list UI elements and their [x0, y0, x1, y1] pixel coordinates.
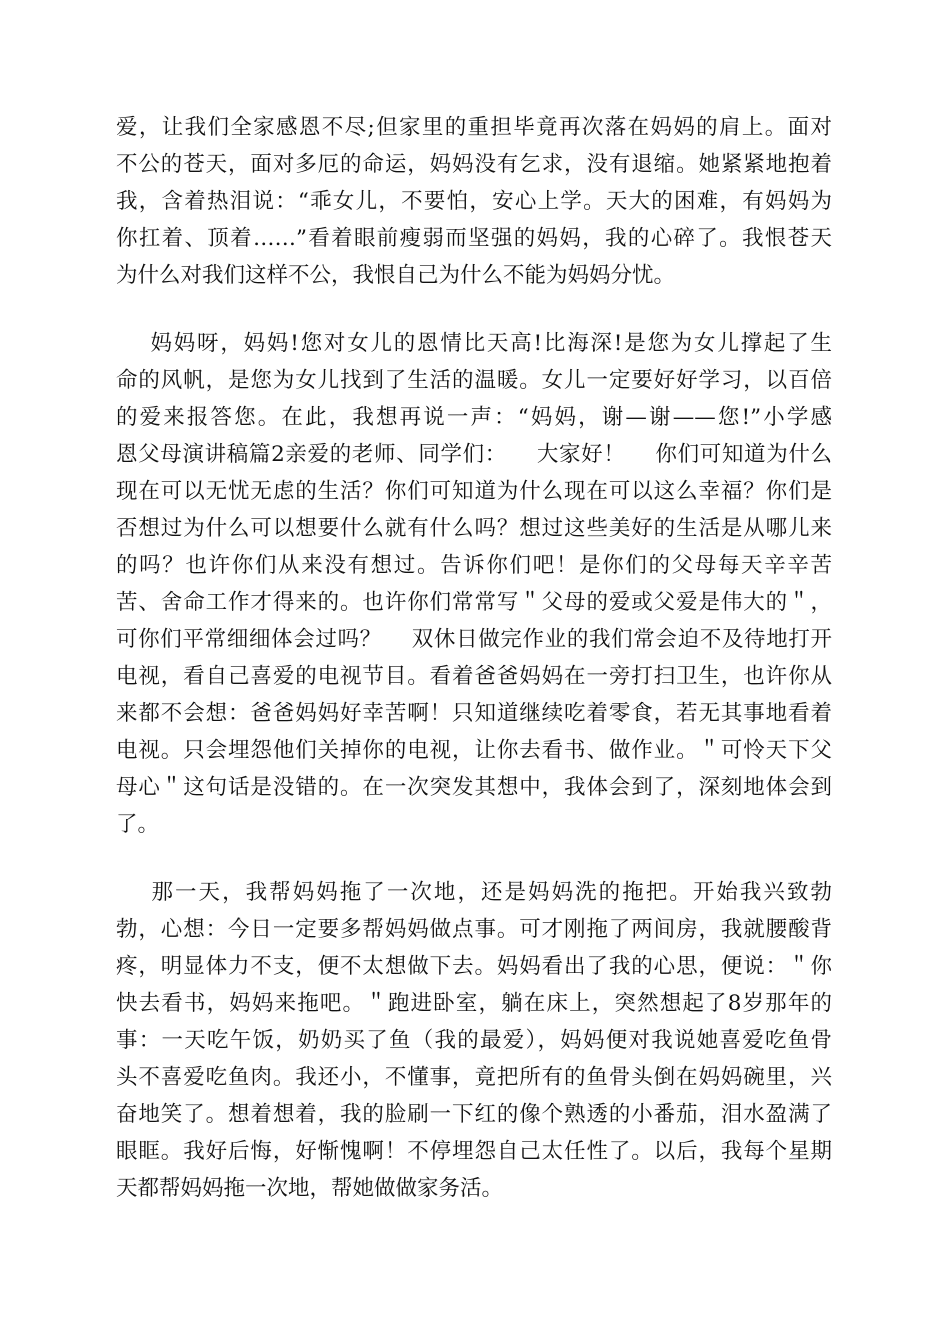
text-line: 苦、舍命工作才得来的。也许你们常常写＂父母的爱或父爱是伟大的＂，	[116, 590, 832, 615]
paragraph-3	[116, 874, 832, 1207]
text-line: 快去看书，妈妈来拖吧。＂跑进卧室，躺在床上，突然想起了8岁那年的	[116, 991, 832, 1016]
text-line: 命的风帆，是您为女儿找到了生活的温暖。女儿一定要好好学习，以百倍	[116, 368, 832, 393]
text-line: 天都帮妈妈拖一次地，帮她做做家务活。	[116, 1176, 504, 1201]
text-line: 现在可以无忧无虑的生活？你们可知道为什么现在可以这么幸福？你们是	[116, 479, 832, 504]
text-line: 否想过为什么可以想要什么就有什么吗？想过这些美好的生活是从哪儿来	[116, 516, 832, 541]
text-line: 可你们平常细细体会过吗？ 双休日做完作业的我们常会迫不及待地打开	[116, 627, 832, 652]
text-line: 爱，让我们全家感恩不尽;但家里的重担毕竟再次落在妈妈的肩上。面对	[116, 115, 832, 140]
text-line: 疼，明显体力不支，便不太想做下去。妈妈看出了我的心思，便说：＂你	[116, 954, 832, 979]
text-line: 了。	[116, 812, 160, 837]
text-line: 你扛着、顶着……”看着眼前瘦弱而坚强的妈妈，我的心碎了。我恨苍天	[116, 226, 832, 251]
text-line: 头不喜爱吃鱼肉。我还小，不懂事，竟把所有的鱼骨头倒在妈妈碗里，兴	[116, 1065, 832, 1090]
text-line: 母心＂这句话是没错的。在一次突发其想中，我体会到了，深刻地体会到	[116, 775, 832, 800]
text-line: 为什么对我们这样不公，我恨自己为什么不能为妈妈分忧。	[116, 263, 676, 288]
paragraph-1	[116, 109, 832, 294]
text-line: 电视。只会埋怨他们关掉你的电视，让你去看书、做作业。＂可怜天下父	[116, 738, 832, 763]
text-line: 眼眶。我好后悔，好惭愧啊！不停埋怨自己太任性了。以后，我每个星期	[116, 1139, 832, 1164]
text-line: 勃，心想：今日一定要多帮妈妈做点事。可才刚拖了两间房，我就腰酸背	[116, 917, 832, 942]
text-line: 恩父母演讲稿篇2亲爱的老师、同学们： 大家好！ 你们可知道为什么	[116, 442, 832, 467]
paragraph-2	[116, 325, 832, 843]
text-line: 妈妈呀，妈妈!您对女儿的恩情比天高!比海深!是您为女儿撑起了生	[116, 331, 832, 356]
text-line: 的爱来报答您。在此，我想再说一声：“妈妈，谢—谢——您!”小学感	[116, 405, 832, 430]
text-line: 的吗？也许你们从来没有想过。告诉你们吧！是你们的父母每天辛辛苦	[116, 553, 832, 578]
text-line: 电视，看自己喜爱的电视节目。看着爸爸妈妈在一旁打扫卫生，也许你从	[116, 664, 832, 689]
text-line: 奋地笑了。想着想着，我的脸刷一下红的像个熟透的小番茄，泪水盈满了	[116, 1102, 832, 1127]
text-line: 来都不会想：爸爸妈妈好幸苦啊！只知道继续吃着零食，若无其事地看着	[116, 701, 832, 726]
text-line: 那一天，我帮妈妈拖了一次地，还是妈妈洗的拖把。开始我兴致勃	[116, 880, 832, 905]
text-line: 不公的苍天，面对多厄的命运，妈妈没有乞求，没有退缩。她紧紧地抱着	[116, 152, 832, 177]
text-line: 我，含着热泪说：“乖女儿，不要怕，安心上学。天大的困难，有妈妈为	[116, 189, 832, 214]
text-line: 事：一天吃午饭，奶奶买了鱼（我的最爱），妈妈便对我说她喜爱吃鱼骨	[116, 1028, 832, 1053]
